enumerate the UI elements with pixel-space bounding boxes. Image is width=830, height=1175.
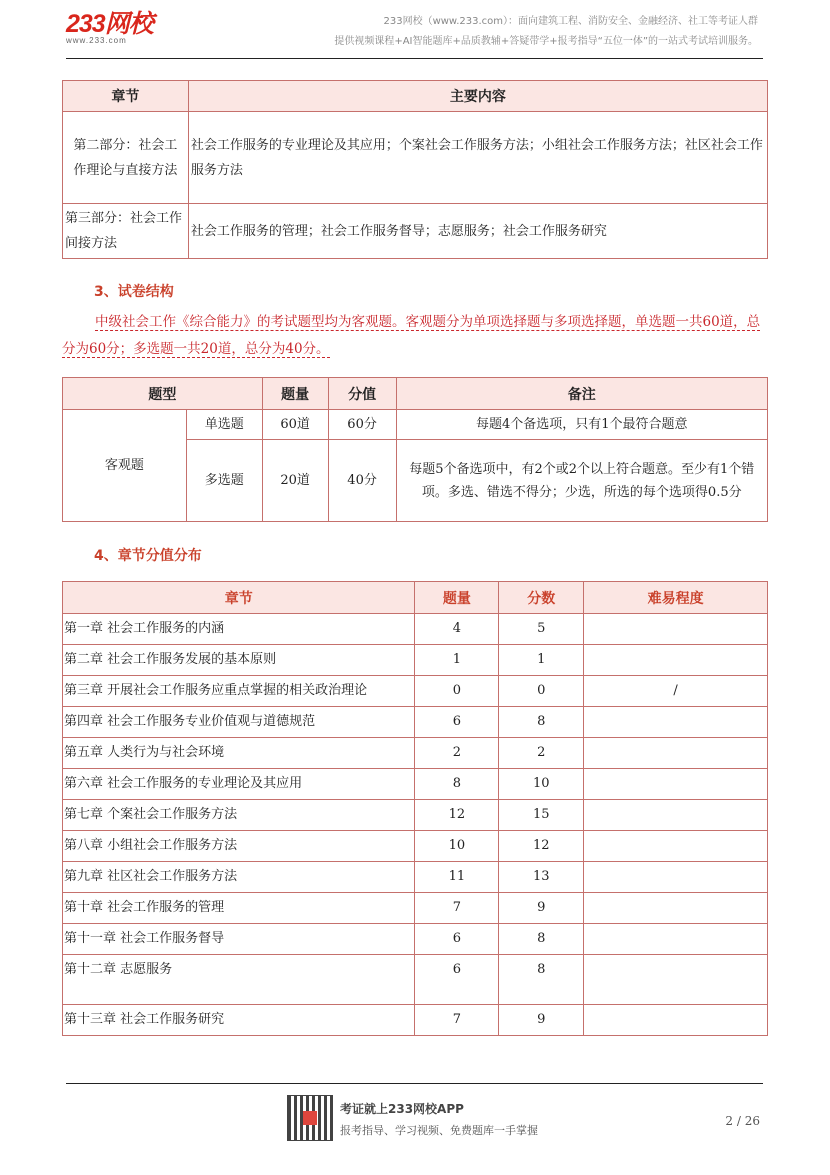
chapter-cell: 第四章 社会工作服务专业价值观与道德规范 — [63, 707, 415, 738]
chapter-cell: 第七章 个案社会工作服务方法 — [63, 800, 415, 831]
qr-logo-icon — [303, 1111, 317, 1125]
brand-logo[interactable] — [66, 10, 153, 45]
header-line-1: 233网校（www.233.com）：面向建筑工程、消防安全、金融经济、社工等考证人群 — [383, 16, 758, 27]
count-cell: 60道 — [262, 410, 328, 440]
table-row — [63, 955, 768, 1005]
table-row — [63, 676, 768, 707]
table-header-row — [63, 378, 768, 410]
chapter-cell: 第十二章 志愿服务 — [63, 955, 415, 1005]
chapter-cell: 第八章 小组社会工作服务方法 — [63, 831, 415, 862]
table-header-row — [63, 81, 768, 112]
count-cell: 8 — [415, 769, 499, 800]
header-tagline — [334, 12, 758, 52]
chapter-score-table — [62, 581, 768, 1036]
table-row — [63, 738, 768, 769]
table-row — [63, 614, 768, 645]
page-number: 2 / 26 — [725, 1114, 760, 1128]
difficulty-cell — [584, 707, 768, 738]
note-cell: 每题5个备选项中，有2个或2个以上符合题意。至少有1个错项。多选、错选不得分；少选，所选的每个选项得0.5分 — [396, 440, 767, 522]
count-cell: 4 — [415, 614, 499, 645]
difficulty-cell — [584, 738, 768, 769]
chapter-cell: 第九章 社区社会工作服务方法 — [63, 862, 415, 893]
count-cell: 0 — [415, 676, 499, 707]
chapter-cell: 第一章 社会工作服务的内涵 — [63, 614, 415, 645]
difficulty-cell — [584, 769, 768, 800]
logo-url: www.233.com — [66, 36, 127, 45]
note-cell: 每题4个备选项，只有1个最符合题意 — [396, 410, 767, 440]
table-row — [63, 645, 768, 676]
difficulty-cell — [584, 645, 768, 676]
table-header-row — [63, 582, 768, 614]
table-row — [63, 112, 768, 204]
header-line-2: 提供视频课程+AI智能题库+品质教辅+答疑带学+报考指导“五位一体”的一站式考试培训服务。 — [334, 36, 758, 47]
score-cell: 12 — [499, 831, 584, 862]
difficulty-cell — [584, 955, 768, 1005]
group-cell: 客观题 — [63, 410, 187, 522]
difficulty-cell — [584, 800, 768, 831]
score-cell: 8 — [499, 707, 584, 738]
type-cell: 多选题 — [186, 440, 262, 522]
count-cell: 11 — [415, 862, 499, 893]
chapter-cell: 第三章 开展社会工作服务应重点掌握的相关政治理论 — [63, 676, 415, 707]
chapter-cell: 第五章 人类行为与社会环境 — [63, 738, 415, 769]
footer-subtitle: 报考指导、学习视频、免费题库一手掌握 — [340, 1124, 538, 1137]
chapter-cell: 第二部分：社会工作理论与直接方法 — [63, 112, 189, 204]
difficulty-cell: / — [584, 676, 768, 707]
count-cell: 1 — [415, 645, 499, 676]
score-cell: 13 — [499, 862, 584, 893]
table-row — [63, 204, 768, 259]
table-row — [63, 410, 768, 440]
header-chapter: 章节 — [63, 81, 189, 112]
table-row — [63, 831, 768, 862]
table-row — [63, 893, 768, 924]
header-count: 题量 — [262, 378, 328, 410]
logo-text: 233网校 — [66, 10, 153, 38]
structure-paragraph-text: 中级社会工作《综合能力》的考试题型均为客观题。客观题分为单项选择题与多项选择题，单选题一共60道，总分为60分；多选题一共20道，总分为40分。 — [62, 314, 761, 357]
count-cell: 6 — [415, 707, 499, 738]
count-cell: 6 — [415, 955, 499, 1005]
type-cell: 单选题 — [186, 410, 262, 440]
count-cell: 2 — [415, 738, 499, 769]
table-row — [63, 707, 768, 738]
chapter-content-table — [62, 80, 768, 259]
chapter-cell: 第三部分：社会工作间接方法 — [63, 204, 189, 259]
difficulty-cell — [584, 924, 768, 955]
score-cell: 9 — [499, 893, 584, 924]
table-row — [63, 862, 768, 893]
score-cell: 8 — [499, 924, 584, 955]
score-cell: 5 — [499, 614, 584, 645]
chapter-cell: 第十一章 社会工作服务督导 — [63, 924, 415, 955]
section-title-distribution: 4、章节分值分布 — [94, 548, 202, 564]
score-cell: 1 — [499, 645, 584, 676]
header-type: 题型 — [63, 378, 263, 410]
table-row — [63, 800, 768, 831]
difficulty-cell — [584, 893, 768, 924]
header-score: 分数 — [499, 582, 584, 614]
footer-divider — [66, 1083, 763, 1084]
count-cell: 12 — [415, 800, 499, 831]
section-title-structure: 3、试卷结构 — [94, 284, 174, 300]
footer-title: 考证就上233网校APP — [340, 1102, 464, 1116]
header-divider — [66, 58, 763, 59]
difficulty-cell — [584, 862, 768, 893]
qr-code-icon[interactable] — [287, 1095, 333, 1141]
score-cell: 10 — [499, 769, 584, 800]
table-row — [63, 924, 768, 955]
header-difficulty: 难易程度 — [584, 582, 768, 614]
count-cell: 20道 — [262, 440, 328, 522]
score-cell: 8 — [499, 955, 584, 1005]
header-chapter: 章节 — [63, 582, 415, 614]
header-count: 题量 — [415, 582, 499, 614]
header-score: 分值 — [328, 378, 396, 410]
chapter-cell: 第十三章 社会工作服务研究 — [63, 1005, 415, 1036]
content-cell: 社会工作服务的管理；社会工作服务督导；志愿服务；社会工作服务研究 — [188, 204, 767, 259]
structure-paragraph — [62, 309, 768, 363]
chapter-cell: 第六章 社会工作服务的专业理论及其应用 — [63, 769, 415, 800]
difficulty-cell — [584, 831, 768, 862]
count-cell: 6 — [415, 924, 499, 955]
count-cell: 7 — [415, 893, 499, 924]
chapter-cell: 第二章 社会工作服务发展的基本原则 — [63, 645, 415, 676]
exam-structure-table — [62, 377, 768, 522]
table-row — [63, 769, 768, 800]
table-row — [63, 1005, 768, 1036]
header-note: 备注 — [396, 378, 767, 410]
chapter-cell: 第十章 社会工作服务的管理 — [63, 893, 415, 924]
count-cell: 10 — [415, 831, 499, 862]
score-cell: 40分 — [328, 440, 396, 522]
score-cell: 0 — [499, 676, 584, 707]
difficulty-cell — [584, 1005, 768, 1036]
count-cell: 7 — [415, 1005, 499, 1036]
header-content: 主要内容 — [188, 81, 767, 112]
score-cell: 9 — [499, 1005, 584, 1036]
score-cell: 60分 — [328, 410, 396, 440]
score-cell: 15 — [499, 800, 584, 831]
page-header — [0, 0, 830, 60]
difficulty-cell — [584, 614, 768, 645]
score-cell: 2 — [499, 738, 584, 769]
content-cell: 社会工作服务的专业理论及其应用；个案社会工作服务方法；小组社会工作服务方法；社区社会工作服务方法 — [188, 112, 767, 204]
